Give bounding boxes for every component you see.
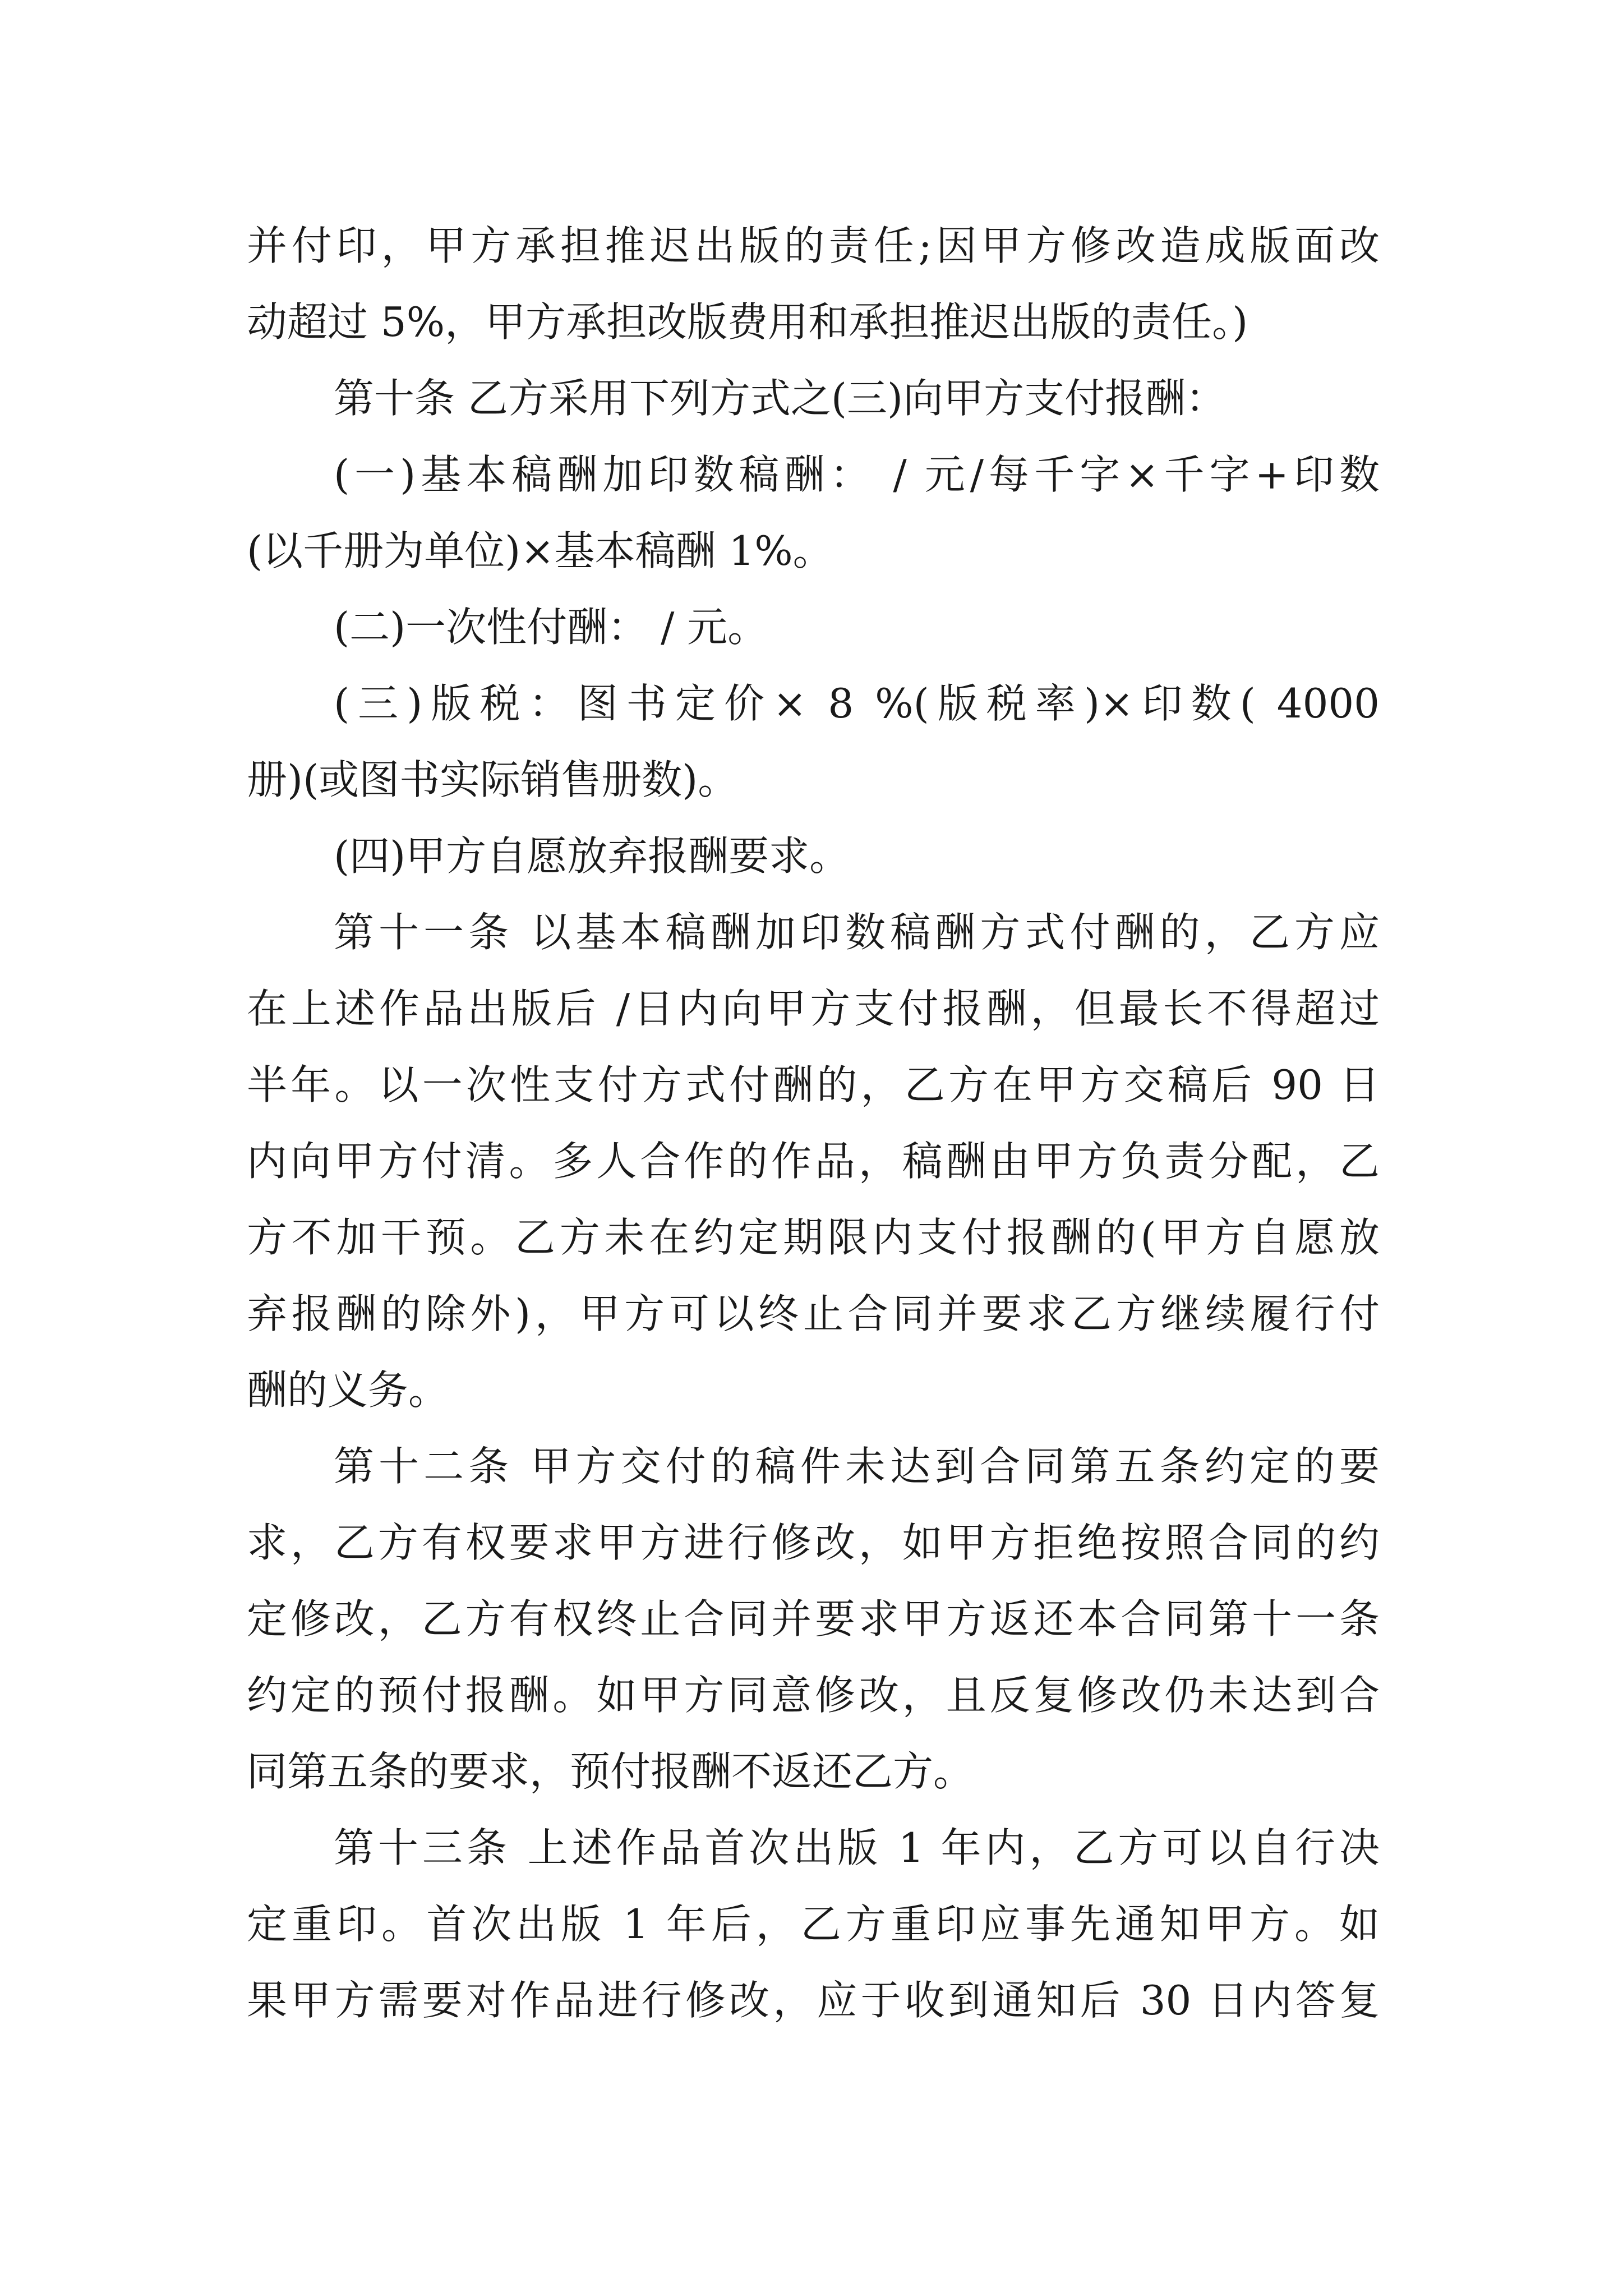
text-line: 第十三条 上述作品首次出版 1 年内，乙方可以自行决 — [334, 1824, 1380, 1871]
text-line: 果甲方需要对作品进行修改，应于收到通知后 30 日内答复 — [247, 1977, 1380, 2024]
text-line: (四)甲方自愿放弃报酬要求。 — [334, 832, 850, 880]
text-line: (二)一次性付酬： / 元。 — [334, 604, 768, 651]
text-line: 在上述作品出版后 /日内向甲方支付报酬，但最长不得超过 — [247, 985, 1380, 1032]
text-line: (三)版税：图书定价× 8 %(版税率)×印数( 4000 — [334, 680, 1380, 727]
contract-body-text — [247, 208, 1380, 2039]
text-line: (以千册为单位)×基本稿酬 1%。 — [247, 527, 833, 574]
text-line: 第十一条 以基本稿酬加印数稿酬方式付酬的，乙方应 — [334, 909, 1380, 956]
text-line: 同第五条的要求，预付报酬不返还乙方。 — [247, 1748, 974, 1795]
text-line: 第十条 乙方采用下列方式之(三)向甲方支付报酬： — [334, 375, 1227, 422]
text-line: 册)(或图书实际销售册数)。 — [247, 756, 739, 803]
text-line: 定修改，乙方有权终止合同并要求甲方返还本合同第十一条 — [247, 1595, 1380, 1642]
text-line: 内向甲方付清。多人合作的作品，稿酬由甲方负责分配，乙 — [247, 1138, 1380, 1185]
text-line: 并付印，甲方承担推迟出版的责任;因甲方修改造成版面改 — [247, 222, 1380, 269]
text-line: 动超过 5%，甲方承担改版费用和承担推迟出版的责任。) — [247, 298, 1248, 346]
text-line: 酬的义务。 — [247, 1366, 449, 1414]
text-line: (一)基本稿酬加印数稿酬： / 元/每千字×千字+印数 — [334, 451, 1380, 498]
text-line: 方不加干预。乙方未在约定期限内支付报酬的(甲方自愿放 — [247, 1214, 1380, 1261]
text-line: 约定的预付报酬。如甲方同意修改，且反复修改仍未达到合 — [247, 1672, 1380, 1719]
text-line: 第十二条 甲方交付的稿件未达到合同第五条约定的要 — [334, 1443, 1380, 1490]
text-line: 弃报酬的除外)，甲方可以终止合同并要求乙方继续履行付 — [247, 1290, 1380, 1337]
text-line: 半年。以一次性支付方式付酬的，乙方在甲方交稿后 90 日 — [247, 1061, 1380, 1108]
text-line: 求，乙方有权要求甲方进行修改，如甲方拒绝按照合同的约 — [247, 1519, 1380, 1566]
text-line: 定重印。首次出版 1 年后，乙方重印应事先通知甲方。如 — [247, 1901, 1380, 1948]
